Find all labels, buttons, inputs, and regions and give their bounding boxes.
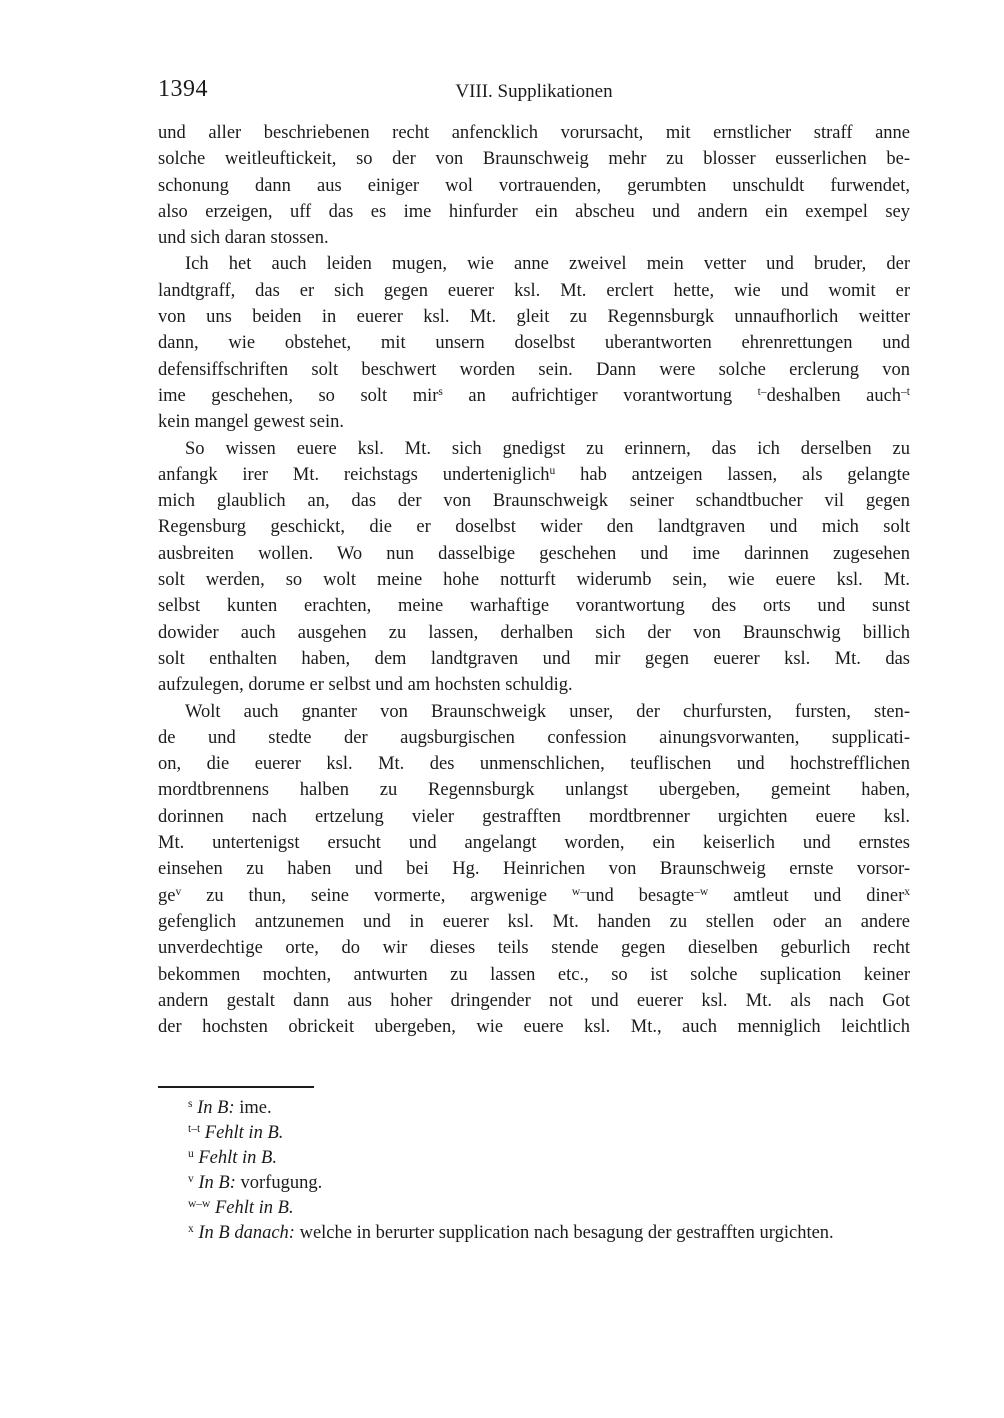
text-line (158, 330, 910, 356)
text-line (158, 567, 910, 593)
footnote (158, 1221, 910, 1246)
text-line (158, 173, 910, 199)
text-segment: welche in berurter supplication nach besagung der gestrafften urgichten. (294, 1223, 834, 1244)
text-segment: mordtbrennens halben zu Regennsburgk unlangst ubergeben, gemeint haben, (158, 780, 910, 801)
text-segment: zu thun, seine vormerte, argwenige (181, 885, 572, 906)
footnote (158, 1171, 910, 1196)
text-line (158, 646, 910, 672)
text-line (158, 488, 910, 514)
text-segment: on, die euerer ksl. Mt. des unmenschlichen, teuflischen und hochstrefflichen (158, 754, 910, 775)
italic-text-segment: Fehlt in B. (198, 1148, 277, 1169)
text-segment: mich glaublich an, das der von Braunschweigk seiner schandtbucher vil gegen (158, 491, 910, 512)
superscript-note-ref: x (904, 885, 910, 898)
text-line (158, 357, 910, 383)
text-segment: solt werden, so wolt meine hohe notturft widerumb sein, wie euere ksl. Mt. (158, 570, 910, 591)
text-segment: ime. (234, 1098, 272, 1119)
text-segment: also erzeigen, uff das es ime hinfurder ein abscheu und andern ein exempel sey (158, 201, 910, 222)
text-segment: kein mangel gewest sein. (158, 412, 344, 433)
text-segment: bekommen mochten, antwurten zu lassen etc., so ist solche suplication keiner (158, 964, 910, 985)
footnote-section (158, 1086, 910, 1246)
text-segment: Ich het auch leiden mugen, wie anne zweivel mein vetter und bruder, der (185, 254, 910, 275)
text-line (158, 146, 910, 172)
text-segment: unverdechtige orte, do wir dieses teils stende gegen dieselben geburlich recht (158, 938, 910, 959)
text-segment: aufzulegen, dorume er selbst und am hochsten schuldig. (158, 675, 573, 696)
text-segment: So wissen euere ksl. Mt. sich gnedigst zu erinnern, das ich derselben zu (185, 438, 910, 459)
text-segment: defensiffschriften solt beschwert worden sein. Dann were solche erclerung von (158, 359, 910, 380)
text-line (158, 830, 910, 856)
text-line (158, 988, 910, 1014)
paragraph (158, 699, 910, 1041)
text-segment: dorinnen nach ertzelung vieler gestrafften mordtbrenner urgichten euere ksl. (158, 806, 910, 827)
text-column (158, 76, 910, 1246)
text-segment: und aller beschriebenen recht anfencklich vorursacht, mit ernstlicher straff anne (158, 123, 910, 143)
text-segment: gefenglich antzunemen und in euerer ksl. Mt. handen zu stellen oder an andere (158, 911, 910, 932)
page-number: 1394 (158, 76, 208, 102)
text-segment: ge (158, 885, 176, 906)
italic-text-segment: In B: (198, 1173, 236, 1194)
superscript-note-ref: –t (901, 385, 910, 398)
text-segment: de und stedte der augsburgischen confession ainungsvorwanten, supplicati- (158, 727, 910, 748)
footnote-marker: w–w (188, 1198, 211, 1211)
text-line (158, 620, 910, 646)
text-line (158, 909, 910, 935)
text-segment: schonung dann aus einiger wol vortrauenden, gerumbten unschuldt furwendet, (158, 175, 910, 196)
superscript-note-ref: –w (694, 885, 709, 898)
footnote (158, 1196, 910, 1221)
text-segment: von uns beiden in euerer ksl. Mt. gleit zu Regennsburgk unnaufhorlich weitter (158, 307, 910, 328)
paragraph (158, 120, 910, 251)
footnote (158, 1121, 910, 1146)
text-line (158, 225, 910, 251)
text-segment: amtleut und diner (708, 885, 905, 906)
footnote (158, 1096, 910, 1121)
text-segment: einsehen zu haben und bei Hg. Heinrichen von Braunschweig ernste vorsor- (158, 859, 910, 880)
text-segment: ausbreiten wollen. Wo nun dasselbige geschehen und ime darinnen zugesehen (158, 543, 910, 564)
text-line (158, 278, 910, 304)
text-line (158, 383, 910, 409)
text-line (158, 883, 910, 909)
text-line (158, 935, 910, 961)
text-segment: Wolt auch gnanter von Braunschweigk unser, der churfursten, fursten, sten- (185, 701, 910, 722)
text-line (158, 462, 910, 488)
superscript-note-ref: s (438, 385, 443, 398)
text-segment: dowider auch ausgehen zu lassen, derhalben sich der von Braunschwig billich (158, 622, 910, 643)
italic-text-segment: Fehlt in B. (215, 1198, 294, 1219)
page-header (158, 76, 910, 108)
running-head: VIII. Supplikationen (455, 81, 613, 102)
text-segment: und besagte (585, 885, 695, 906)
text-segment: solche weitleuftickeit, so der von Braunschweig mehr zu blosser eusserlichen be- (158, 149, 910, 170)
superscript-note-ref: t– (757, 385, 767, 398)
text-line (158, 593, 910, 619)
text-segment: Regensburg geschickt, die er doselbst wider den landtgraven und mich solt (158, 517, 910, 538)
footnote-list (158, 1096, 910, 1246)
text-line (158, 514, 910, 540)
footnote-marker: x (188, 1223, 194, 1236)
text-line (158, 777, 910, 803)
footnote-marker: t–t (188, 1123, 201, 1136)
text-line (158, 120, 910, 146)
footnote (158, 1146, 910, 1171)
text-line (158, 436, 910, 462)
text-line (158, 672, 910, 698)
text-segment: und sich daran stossen. (158, 228, 329, 249)
text-line (158, 199, 910, 225)
text-line (158, 856, 910, 882)
text-line (158, 962, 910, 988)
superscript-note-ref: w– (571, 885, 586, 898)
text-segment: anfangk irer Mt. reichstags underteniglich (158, 464, 550, 485)
text-line (158, 251, 910, 277)
text-segment: an aufrichtiger vorantwortung (442, 385, 758, 406)
text-segment: vorfugung. (235, 1173, 323, 1194)
footnote-separator (158, 1086, 314, 1088)
footnote-marker: v (188, 1173, 194, 1186)
text-segment: deshalben auch (766, 385, 902, 406)
text-line (158, 1014, 910, 1040)
text-segment: landtgraff, das er sich gegen euerer ksl. Mt. erclert hette, wie und womit er (158, 280, 910, 301)
text-segment: selbst kunten erachten, meine warhaftige vorantwortung des orts und sunst (158, 596, 910, 617)
footnote-marker: s (188, 1098, 193, 1111)
text-line (158, 751, 910, 777)
text-line (158, 304, 910, 330)
text-segment: hab antzeigen lassen, als gelangte (555, 464, 910, 485)
italic-text-segment: In B: (197, 1098, 235, 1119)
paragraph (158, 251, 910, 435)
text-segment: dann, wie obstehet, mit unsern doselbst uberantworten ehrenrettungen und (158, 333, 910, 354)
text-line (158, 725, 910, 751)
italic-text-segment: Fehlt in B. (204, 1123, 284, 1144)
body-text (158, 120, 910, 1040)
paragraph (158, 436, 910, 699)
footnote-marker: u (188, 1148, 194, 1161)
text-line (158, 804, 910, 830)
text-segment: andern gestalt dann aus hoher dringender not und euerer ksl. Mt. als nach Got (158, 990, 910, 1011)
superscript-note-ref: v (175, 885, 182, 898)
text-line (158, 541, 910, 567)
text-segment: Mt. untertenigst ersucht und angelangt worden, ein keiserlich und ernstes (158, 833, 910, 854)
superscript-note-ref: u (549, 464, 556, 477)
text-line (158, 699, 910, 725)
text-segment: solt enthalten haben, dem landtgraven und mir gegen euerer ksl. Mt. das (158, 648, 910, 669)
text-segment: ime geschehen, so solt mir (158, 385, 439, 406)
text-segment: der hochsten obrickeit ubergeben, wie euere ksl. Mt., auch menniglich leichtlich (158, 1017, 910, 1038)
italic-text-segment: In B danach: (198, 1223, 295, 1244)
text-line (158, 409, 910, 435)
